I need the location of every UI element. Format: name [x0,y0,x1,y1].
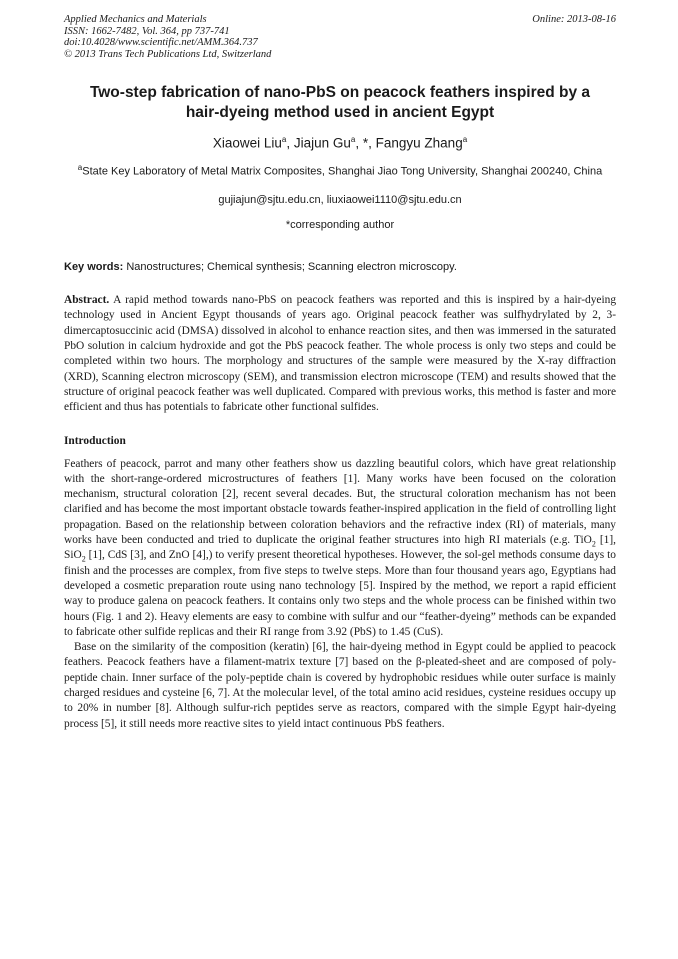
intro-paragraph-1 [64,457,616,641]
subscript: 2 [591,539,596,549]
intro-p1-text-a: Feathers of peacock, parrot and many other feathers show us dazzling beautiful colors, which have great relationship with the short-range-ordered microstructures of feathers [1]. Many works have been focused on the coloration mechanism, structural coloration [2], recent several decades. But, the structural coloration mechanism has not been clarified and has become the most important obstacle towards feather-inspired application in the field of controlling light propagation. Based on the relationship between coloration behaviors and the refractive index (RI) of materials, many works have been conducted and tried to duplicate the original feather structures into high RI materials (e.g. TiO [64,457,616,547]
subscript: 2 [81,554,86,564]
corresponding-mark: , *, [355,135,372,151]
author-affil-mark: a [462,135,468,144]
section-heading-introduction: Introduction [64,434,126,447]
author-name: Jiajun Gu [293,135,351,151]
journal-name: Applied Mechanics and Materials [64,14,207,25]
affiliation-text: State Key Laboratory of Metal Matrix Composites, Shanghai Jiao Tong University, Shanghai 200240, China [82,165,603,178]
abstract-label: Abstract. [64,294,110,307]
journal-doi: doi:10.4028/www.scientific.net/AMM.364.737 [64,37,258,48]
online-date: Online: 2013-08-16 [532,14,616,25]
keywords [64,261,616,273]
keywords-text: Nanostructures; Chemical synthesis; Scanning electron microscopy. [126,261,457,274]
intro-p1-text-c: [1], CdS [3], and ZnO [4],) to verify present theoretical hypotheses. However, the sol-gel methods consume days to finish and the processes are complex, from five steps to twelve steps. More than four thousand years ago, Egyptians had developed a cosmetic preparation route using nano technology [5]. Inspired by the method, we report a rapid efficient way to produce galena on peacock feathers. It contains only two steps and the whole process can be finished within two hours (Fig. 1 and 2). Heavy elements are easy to combine with sulfur and our “feather-dyeing” methods can be expanded to fabricate other sulfide replicas and their RI range from 3.92 (PbS) to 1.45 (CuS). [64,549,616,638]
journal-copyright: © 2013 Trans Tech Publications Ltd, Switzerland [64,48,272,60]
author-affil-mark: a [350,135,356,144]
author-list: Xiaowei Liu$^a$, Jiajun Gu$^a$, *, Fangyu Zhang$^a$ [212,135,468,151]
author-affil-mark: a [281,135,287,144]
keywords-label: Key words: [64,261,124,274]
author-emails: gujiajun@sjtu.edu.cn, liuxiaowei1110@sjtu.edu.cn [218,194,462,207]
paper-page [64,14,616,732]
abstract-text: A rapid method towards nano-PbS on peacock feathers was reported and this is inspired by a hair-dyeing technology used in Ancient Egypt thousands of years ago. Original peacock feather was sulfhydrylated by 2, 3-dimercaptosuccinic acid (DMSA) dissolved in alcohol to enhance reaction sites, and then was immersed in the saturated PbO solution in calcium hydroxide and got the PbS peacock feather. The whole process is only two steps and could be completed within two hours. The morphology and structures of the sample were measured by the X-ray diffraction (XRD), Scanning electron microscopy (SEM), and transmission electron microscope (TEM) and results showed that the structure of original peacock feather was well duplicated. Compared with previous works, this method is faster and more efficient and thus has potentials to fabricate other functional sulfides. [64,294,617,414]
author-name: Xiaowei Liu [212,135,282,151]
affiliation-mark: a [77,162,83,172]
corresponding-note: *corresponding author [285,219,395,232]
journal-header [64,14,616,62]
affiliation [64,158,616,182]
journal-issn: ISSN: 1662-7482, Vol. 364, pp 737-741 [64,25,230,37]
intro-paragraph-2: Base on the similarity of the composition (keratin) [6], the hair-dyeing method in Egypt could be applied to peacock feathers. Peacock feathers have a filament-matrix texture [7] based on the β-pleated-sheet and are composed of poly-peptide chain. Inner surface of the poly-peptide chain is covered by hydrophobic residues while outer surface is mainly charged residues and cysteine [6, 7]. At the molecular level, of the total amino acid residues, cysteine residues occupy up to 20% in number [8]. Although sulfur-rich peptides serve as reactors, compared with the simple Egypt hair-dyeing process [5], it still needs more reactive sites to yield intact continuous PbS feathers. [64,641,616,730]
author-name: Fangyu Zhang [375,135,463,151]
abstract [64,293,616,415]
paper-title: Two-step fabrication of nano-PbS on peacock feathers inspired by a hair-dyeing method used in ancient Egypt [89,84,591,121]
intro-p1-text-b: [1], SiO [64,534,617,562]
